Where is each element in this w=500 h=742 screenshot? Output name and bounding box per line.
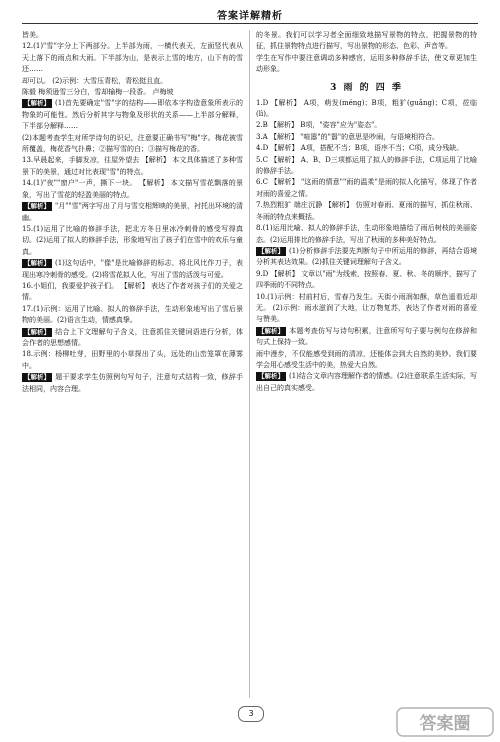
column-divider xyxy=(249,30,250,698)
answer-text: 13.早晨起来，手脚发凉，往屋外望去 【解析】 本文具体描述了多种雪景下的美景，通过对比表现"雪"的特点。 xyxy=(22,156,243,176)
answer-entry xyxy=(22,155,243,178)
answer-text: 5.C 【解析】 A、B、D三项都运用了拟人的修辞手法，C项运用了比喻的修辞手法。 xyxy=(256,155,477,176)
answer-text: "月""雪"两字写出了月与雪交相辉映的美景，衬托出环境的清幽。 xyxy=(22,202,243,222)
answer-text: 3.A 【解析】 "喧嚣"的"嚣"的意思是吵闹，与语境相符合。 xyxy=(256,132,440,141)
analysis-tag: 【解析】 xyxy=(24,99,50,108)
analysis-tag: 【解析】 xyxy=(24,202,50,211)
answer-text: (1)分析修辞手法要先判断句子中所运用的修辞，再结合语境分析其表达效果。(2)抓住关键词理解句子含义。 xyxy=(256,246,477,267)
answer-entry xyxy=(256,30,477,53)
analysis-tag: 【解析】 xyxy=(24,259,50,268)
right-answer-column xyxy=(256,30,477,698)
analysis-tag: 【解析】 xyxy=(258,246,284,255)
header-rule xyxy=(22,23,478,24)
watermark-logo xyxy=(395,704,495,740)
answer-entry xyxy=(22,30,243,41)
answer-text: 本题考查仿写与诗句积累，注意所写句子要与例句在修辞和句式上保持一致。 xyxy=(256,326,477,347)
svg-text:答案圈: 答案圈 xyxy=(419,714,471,734)
answer-entry xyxy=(22,76,243,87)
answer-entry xyxy=(22,224,243,258)
answer-entry xyxy=(256,200,477,223)
answer-entry xyxy=(256,246,477,269)
answer-text: (1)首先要确定"雪"字的结构——即依本字构造意象所表示的物象的可能性。然后分析其字与物象及形状的关系——上半部分解释，下半部分解释…… xyxy=(22,99,243,131)
section-title: 3 雨 的 四 季 xyxy=(330,82,403,93)
analysis-tag: 【解析】 xyxy=(24,373,50,382)
answer-entry xyxy=(256,120,477,131)
answer-text: 的冬景。我们可以学习者全面细致地描写景物的特点，把握景物的特征，抓住景物特点进行描写，写出景物的形态、色彩、声音等。 xyxy=(256,31,477,51)
answer-text: 15.(1)运用了比喻的修辞手法，把北方冬日里冰冷刺骨的感受写得真切。(2)运用了拟人的修辞手法，形象地写出了孩子们在雪中的欢乐与童真。 xyxy=(22,224,243,256)
answer-entry xyxy=(256,269,477,292)
answer-text: 6.C 【解析】 "这雨的情意""雨的温柔"是雨的拟人化描写，体现了作者对雨的喜爱之情。 xyxy=(256,178,477,198)
answer-text: (1)结合文章内容理解作者的情感。(2)注意联系生活实际，写出自己的真实感受。 xyxy=(256,372,477,392)
answer-entry xyxy=(22,201,243,224)
answer-text: 12.(1)"雪"字分上下两部分。上半部为雨，一横代表天，左面竖代表从天上落下的雨点和大雨。下半部为山，是表示上雪的地方，山下有的雪还…… xyxy=(22,42,243,74)
answer-text: (1)这句话中，"像"是比喻修辞的标志，将北风比作刀子，表现出寒冷刺骨的感受。(2)将雪花拟人化，写出了雪的活泼与可爱。 xyxy=(22,259,243,279)
answer-entry xyxy=(256,292,477,326)
answer-text: 皆美。 xyxy=(22,31,43,39)
answer-entry xyxy=(22,98,243,132)
answer-entry xyxy=(22,281,243,304)
answer-entry xyxy=(22,87,243,98)
answer-entry xyxy=(256,132,477,143)
answer-text: 9.D 【解析】 文章以"雨"为线索，按照春、夏、秋、冬的顺序，描写了四季雨的不同特点。 xyxy=(256,269,477,290)
answer-entry xyxy=(256,53,477,76)
answer-entry xyxy=(256,349,477,372)
answer-entry xyxy=(22,304,243,327)
answer-entry xyxy=(256,223,477,246)
answer-text: 陈毅 梅须逊雪三分白，雪却输梅一段香。 卢梅坡 xyxy=(22,88,174,97)
answer-entry xyxy=(256,143,477,154)
answer-text: 16.小姐们，我要爱护孩子们。 【解析】 表达了作者对孩子们的关爱之情。 xyxy=(22,281,243,302)
answer-text: 却可以。 (2)示例：大雪压青松，青松挺且直。 xyxy=(22,76,168,85)
left-answer-column xyxy=(22,30,243,698)
answer-text: 结合上下文理解句子含义，注意抓住关键词语进行分析，体会作者的思想感情。 xyxy=(22,327,243,347)
answer-text: 10.(1)示例：村前村后，雪春乃发生。天街小雨润如酥，草色遥看近却无。 (2)示例：雨水滋润了大地，让万物复苏，表达了作者对雨的喜爱与赞美。 xyxy=(256,292,477,324)
answer-text: 学生在写作中要注意调动多种感官，运用多种修辞手法，使文章更加生动形象。 xyxy=(256,53,477,74)
answer-entry xyxy=(22,178,243,201)
answer-text: 2.B 【解析】 B项，"姿容"应为"姿态"。 xyxy=(256,121,382,130)
answer-text: 17.(1)示例：运用了比喻、拟人的修辞手法，生动形象地写出了雪后景物的美丽。(2)语言生动，情感真挚。 xyxy=(22,304,243,325)
answer-text: 8.(1)运用比喻、拟人的修辞手法，生动形象地描绘了雨后树枝的美丽姿态。(2)运用排比的修辞手法，写出了秋雨的多种美好特点。 xyxy=(256,224,477,244)
answer-entry xyxy=(22,372,243,395)
answer-text: 4.D 【解析】 A项，搭配不当；B项，语序不当；C项，成分残缺。 xyxy=(256,144,464,153)
answer-entry xyxy=(22,349,243,372)
answer-text: 题干要求学生仿照例句写句子，注意句式结构一致，修辞手法相同，内容合理。 xyxy=(22,373,243,393)
answer-entry xyxy=(22,133,243,156)
answer-entry xyxy=(256,98,477,121)
page-number: 3 xyxy=(238,706,264,722)
answer-entry xyxy=(256,177,477,200)
answer-text: 18.示例：杨柳吐芽，田野里的小草探出了头，远处的山峦笼罩在薄雾中。 xyxy=(22,350,243,370)
analysis-tag: 【解析】 xyxy=(258,372,284,381)
answer-entry xyxy=(22,41,243,75)
answer-entry xyxy=(256,155,477,178)
answer-entry xyxy=(256,371,477,394)
answer-text: 7.热烈粗犷 端庄沉静 【解析】 仿照对春雨、夏雨的描写，抓住秋雨、冬雨的特点来概括。 xyxy=(256,201,477,221)
page-title: 答案详解精析 xyxy=(217,11,283,22)
page-header xyxy=(0,0,500,30)
answer-text: 14.(1)"夜""窗户"一声，撕下一块。 【解析】 本文描写雪花飘落的景象，写出了雪花的轻盈美丽的特点。 xyxy=(22,179,243,199)
answer-text: (2)本题考查学生对所学诗句的识记，注意要正确书写"梅"字。梅花被雪所覆盖，梅花香气扑鼻；②描写雪的白；③描写梅花的香。 xyxy=(22,133,243,154)
answer-entry xyxy=(22,258,243,281)
analysis-tag: 【解析】 xyxy=(24,327,50,336)
answer-text: 1.D 【解析】 A项，萌发(méng)；B项，粗犷(guǎng)；C项，莅临(lì)。 xyxy=(256,98,477,119)
analysis-tag: 【解析】 xyxy=(258,326,284,335)
answer-entry xyxy=(256,326,477,349)
answer-text: 雨中漫步，不仅能感受到雨的清凉，还能体会到大自然的美妙。我们要学会用心感受生活中的美，热爱大自然。 xyxy=(256,349,477,369)
page-footer xyxy=(0,704,500,742)
answer-entry xyxy=(22,327,243,350)
